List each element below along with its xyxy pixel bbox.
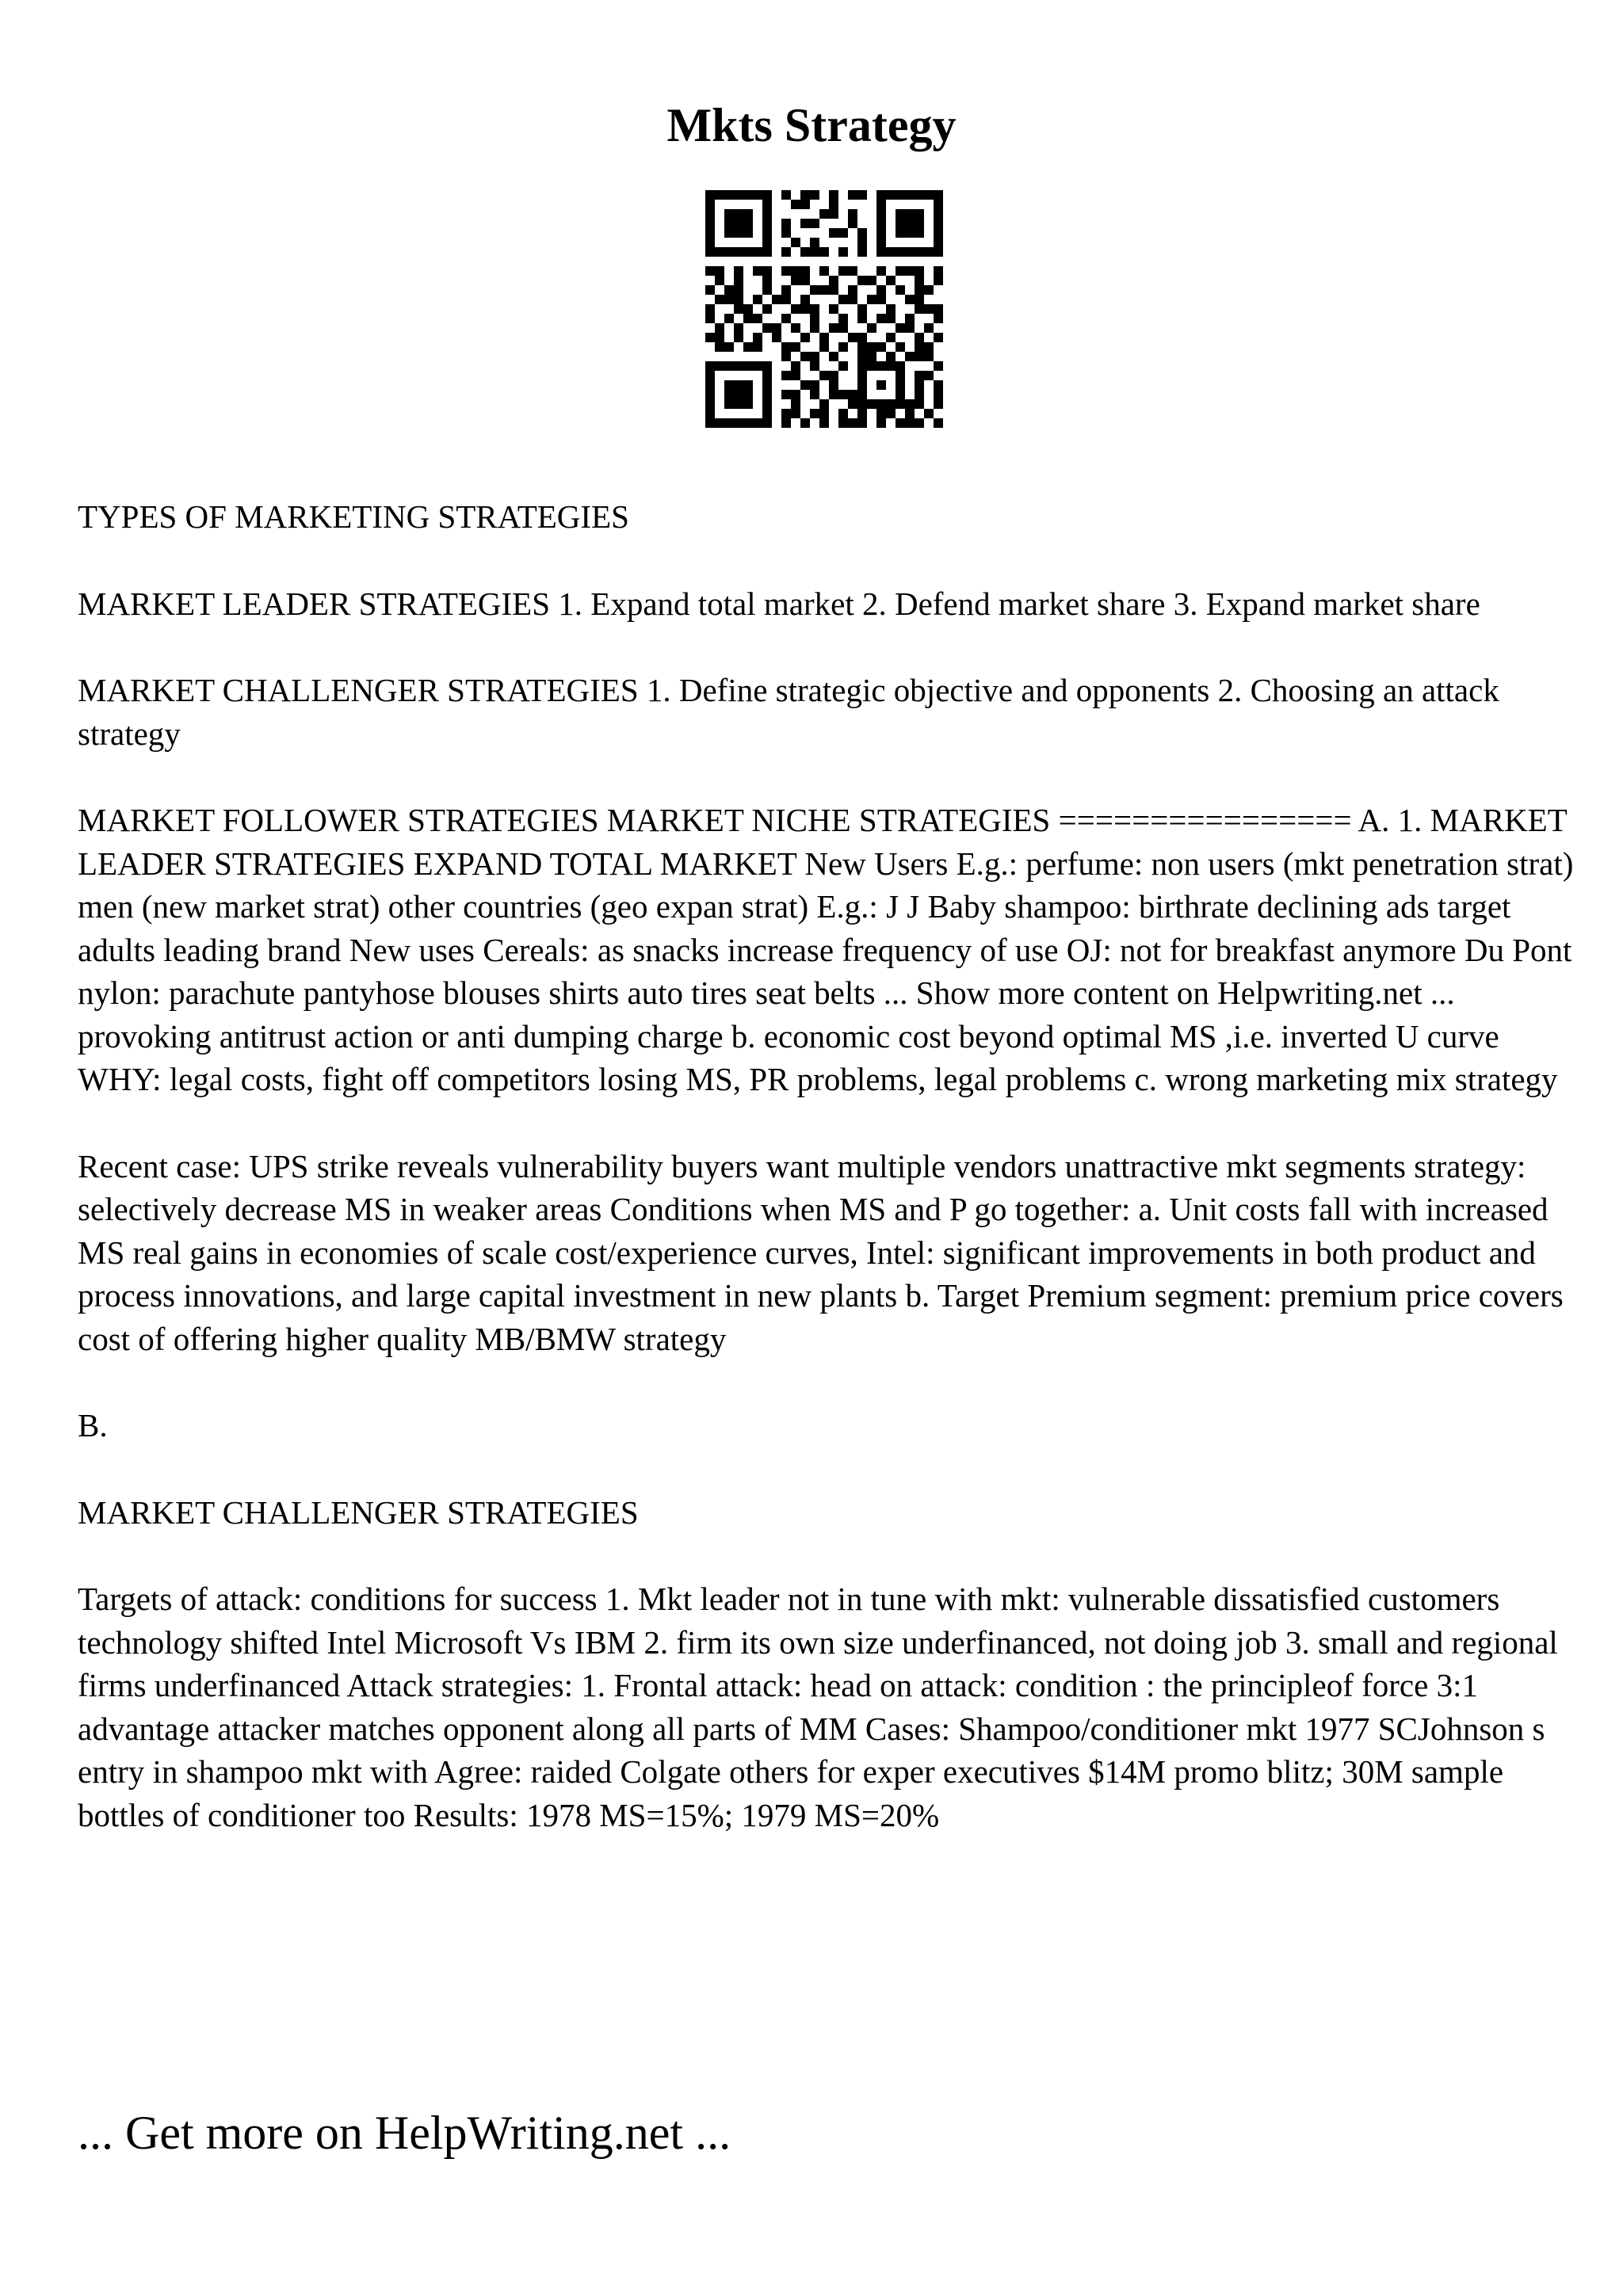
paragraph-recent-case: Recent case: UPS strike reveals vulnerability buyers want multiple vendors unattractive mkt segments strategy: selectively decrease MS in weaker areas Conditions when MS and P go together: a. Unit costs fall with increased MS real gains in economies of scale cost/experience curves, Intel: significant improvements in both product and process innovations, and large capital investment in new plants b. Target Premium segment: premium price covers cost of offering higher quality MB/BMW strategy: [78, 1147, 1564, 1357]
document-title: Mkts Strategy: [666, 99, 957, 151]
section-heading-types: TYPES OF MARKETING STRATEGIES: [78, 498, 629, 535]
section-marker-b: B.: [78, 1407, 108, 1444]
qr-code-icon: [705, 190, 943, 428]
paragraph-follower-niche: MARKET FOLLOWER STRATEGIES MARKET NICHE STRATEGIES ================ A. 1. MARKET LEADER STRATEGIES EXPAND TOTAL MARKET New Users E.g.: perfume: non users (mkt penetration strat) men (new market strat) other countries (geo expan strat) E.g.: J J Baby shampoo: birthrate declining ads target adults leading brand New uses Cereals: as snacks increase frequency of use OJ: not for breakfast anymore Du Pont nylon: parachute pantyhose blouses shirts auto tires seat belts ... Show more content on Helpwriting.net ... provoking antitrust action or anti dumping charge b. economic cost beyond optimal MS ,i.e. inverted U curve WHY: legal costs, fight off competitors losing MS, PR problems, legal problems c. wrong marketing mix strategy: [78, 802, 1574, 1097]
document-body: [78, 495, 1583, 1836]
paragraph-targets-of-attack: Targets of attack: conditions for success 1. Mkt leader not in tune with mkt: vulnerable dissatisfied customers technology shifted Intel Microsoft Vs IBM 2. firm its own size underfinanced, not doing job 3. small and regional firms underfinanced Attack strategies: 1. Frontal attack: head on attack: condition : the principleof force 3:1 advantage attacker matches opponent along all parts of MM Cases: Shampoo/conditioner mkt 1977 SCJohnson s entry in shampoo mkt with Agree: raided Colgate others for exper executives $14M promo blitz; 30M sample bottles of conditioner too Results: 1978 MS=15%; 1979 MS=20%: [78, 1581, 1558, 1833]
get-more-link[interactable]: ... Get more on HelpWriting.net ...: [78, 2107, 731, 2159]
section-heading-challenger: MARKET CHALLENGER STRATEGIES: [78, 1493, 639, 1531]
paragraph-market-leader: MARKET LEADER STRATEGIES 1. Expand total market 2. Defend market share 3. Expand market share: [78, 585, 1480, 622]
paragraph-market-challenger: MARKET CHALLENGER STRATEGIES 1. Define strategic objective and opponents 2. Choosing an attack strategy: [78, 672, 1499, 752]
